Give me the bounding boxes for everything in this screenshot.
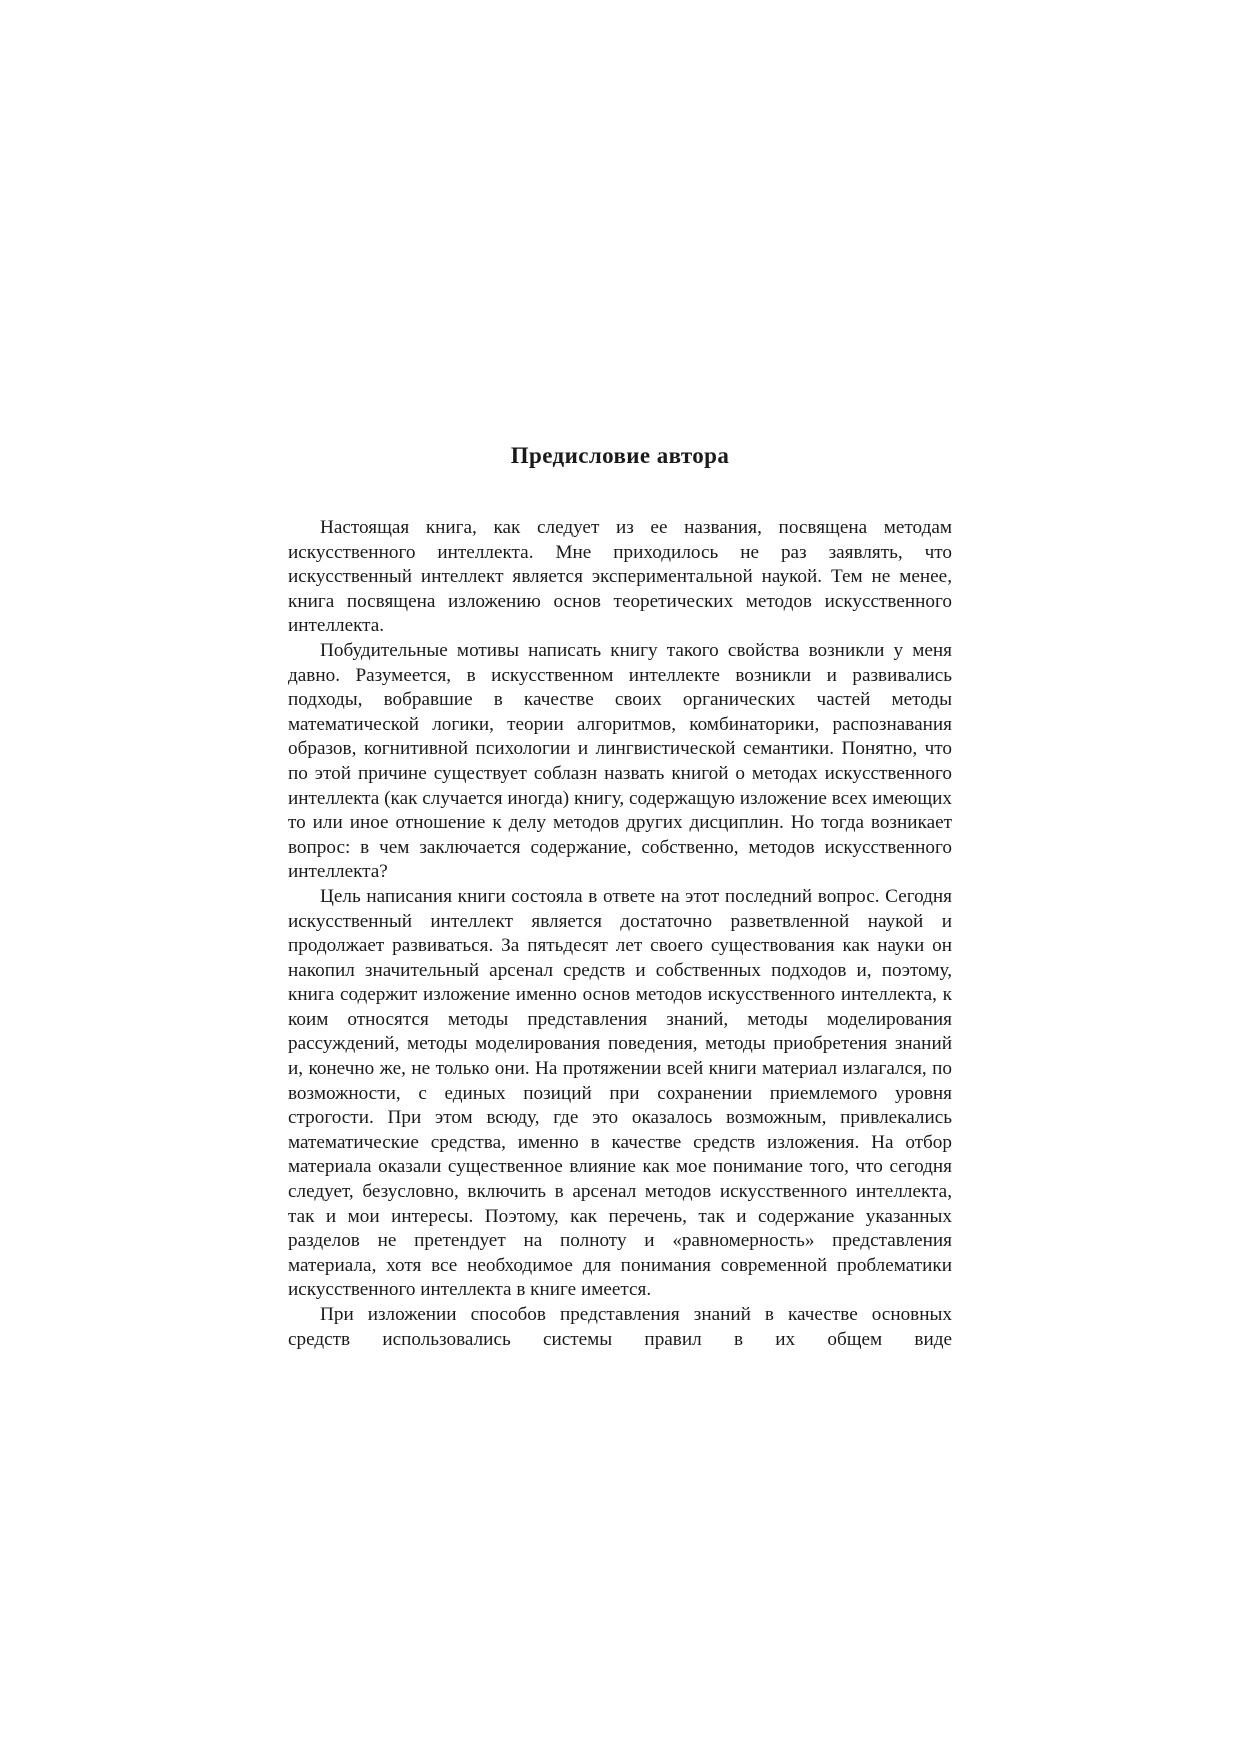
paragraph-2: Побудительные мотивы написать книгу такого свойства возникли у меня давно. Разумеется, в искусственном интеллекте возникли и развивались подходы, вобравшие в качестве своих органических частей методы математической логики, теории алгоритмов, комбинаторики, распознавания образов, когнитивной психологии и лингвистической семантики. Понятно, что по этой причине существует соблазн назвать книгой о методах искусственного интеллекта (как случается иногда) книгу, содержащую изложение всех имеющих то или иное отношение к делу методов других дисциплин. Но тогда возникает вопрос: в чем заключается содержание, собственно, методов искусственного интеллекта?: [288, 639, 952, 883]
paragraph-3: Цель написания книги состояла в ответе на этот последний вопрос. Сегодня искусственный интеллект является достаточно разветвленной наукой и продолжает развиваться. За пятьдесят лет своего существования как науки он накопил значительный арсенал средств и собственных подходов и, поэтому, книга содержит изложение именно основ методов искусственного интеллекта, к коим относятся методы представления знаний, методы моделирования рассуждений, методы моделирования поведения, методы приобретения знаний и, конечно же, не только они. На протяжении всей книги материал излагался, по возможности, с единых позиций при сохранении приемлемого уровня строгости. При этом всюду, где это оказалось возможным, привлекались математические средства, именно в качестве средств изложения. На отбор материала оказали существенное влияние как мое понимание того, что сегодня следует, безусловно, включить в арсенал методов искусственного интеллекта, так и мои интересы. Поэтому, как перечень, так и содержание указанных разделов не претендует на полноту и «равномерность» представления материала, хотя все необходимое для понимания современной проблематики искусственного интеллекта в книге имеется.: [288, 885, 952, 1301]
body-text: [288, 516, 952, 1352]
section-heading: Предисловие автора: [510, 443, 730, 468]
paragraph-4: При изложении способов представления знаний в качестве основных средств использовались системы правил в их общем виде: [288, 1304, 952, 1350]
paragraph-1: Настоящая книга, как следует из ее названия, посвящена методам искусственного интеллекта. Мне приходилось не раз заявлять, что искусственный интеллект является экспериментальной наукой. Тем не менее, книга посвящена изложению основ теоретических методов искусственного интеллекта.: [288, 517, 952, 637]
